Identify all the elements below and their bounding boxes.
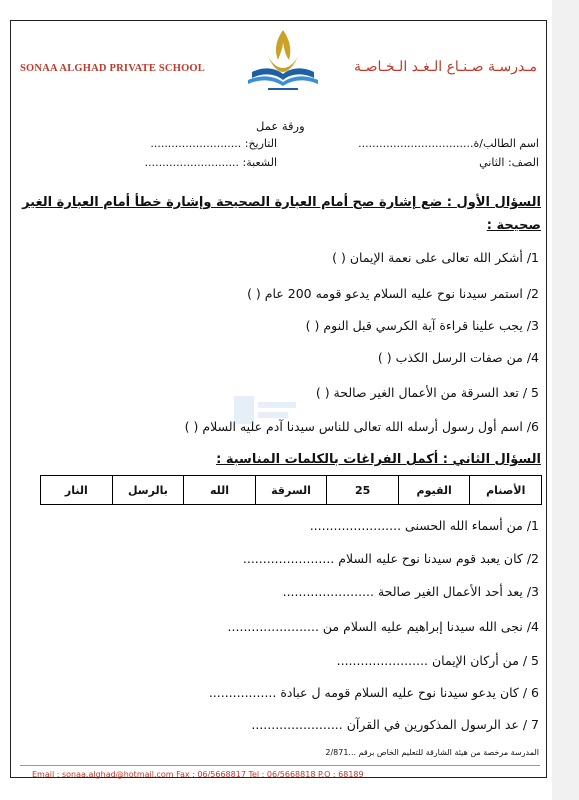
q2-item-2: 2/ كان يعبد قوم سيدنا نوح عليه السلام ....................... <box>242 551 539 566</box>
question-2-title: السؤال الثاني : أكمل الفراغات بالكلمات المناسبة : <box>216 452 541 467</box>
q1-item-5: 5 / تعد السرقة من الأعمال الغير صالحة ( ) <box>315 385 539 400</box>
question-1-title-continued: صحيحة : <box>486 218 541 233</box>
q1-item-4: 4/ من صفات الرسل الكذب ( ) <box>377 350 539 365</box>
word-bank-cell: النار <box>41 476 113 505</box>
q1-item-1: 1/ أشكر الله تعالى على نعمة الإيمان ( ) <box>332 250 539 265</box>
word-bank-cell: الأصنام <box>470 476 542 505</box>
date-field: التاريخ: .......................... <box>150 137 277 150</box>
section-field: الشعبة: ........................... <box>144 156 277 169</box>
school-logo-icon <box>238 26 328 94</box>
q2-item-4: 4/ نجى الله سيدنا إبراهيم عليه السلام من ....................... <box>227 619 539 634</box>
grade-field: الصف: الثاني <box>479 156 539 169</box>
student-name-field: اسم الطالب/ة................................. <box>358 137 539 150</box>
school-name-english: SONAA ALGHAD PRIVATE SCHOOL <box>20 63 206 74</box>
footer-divider <box>20 765 540 766</box>
q1-item-6: 6/ اسم أول رسول أرسله الله تعالى للناس سيدنا آدم عليه السلام ( ) <box>184 419 539 434</box>
watermark-icon <box>230 390 300 430</box>
worksheet-title: ورقة عمل <box>256 119 305 133</box>
school-name-arabic: مـدرسـة صـنـاع الـغـد الـخـاصـة <box>354 59 537 75</box>
q1-item-3: 3/ يجب علينا قراءة آية الكرسي قبل النوم ( ) <box>305 318 539 333</box>
word-bank-cell: القيوم <box>398 476 470 505</box>
q2-item-3: 3/ يعد أحد الأعمال الغير صالحة ....................... <box>282 584 539 599</box>
q1-item-2: 2/ استمر سيدنا نوح عليه السلام يدعو قومه 200 عام ( ) <box>247 286 539 301</box>
word-bank-cell: بالرسل <box>112 476 184 505</box>
question-1-title: السؤال الأول : ضع إشارة صح أمام العبارة الصحيحة وإشارة خطأ أمام العبارة الغير <box>22 195 541 210</box>
page-margin <box>552 0 579 800</box>
word-bank-cell: 25 <box>327 476 399 505</box>
license-note: المدرسة مرخصة من هيئة الشارقة للتعليم الخاص برقم ...2/871 <box>325 748 539 757</box>
word-bank-cell: السرقة <box>255 476 327 505</box>
q2-item-7: 7 / عد الرسول المذكورين في القرآن ....................... <box>251 717 539 732</box>
q2-item-5: 5 / من أركان الإيمان ....................... <box>336 653 539 668</box>
q2-item-6: 6 / كان يدعو سيدنا نوح عليه السلام قومه ل عبادة ................. <box>208 685 539 700</box>
word-bank-table <box>40 475 542 505</box>
contact-info: Email : sonaa.alghad@hotmail.com Fax : 06/5668817 Tel : 06/5668818 P.O : 68189 <box>32 770 364 779</box>
word-bank-cell: الله <box>184 476 256 505</box>
q2-item-1: 1/ من أسماء الله الحسنى ....................... <box>309 518 539 533</box>
